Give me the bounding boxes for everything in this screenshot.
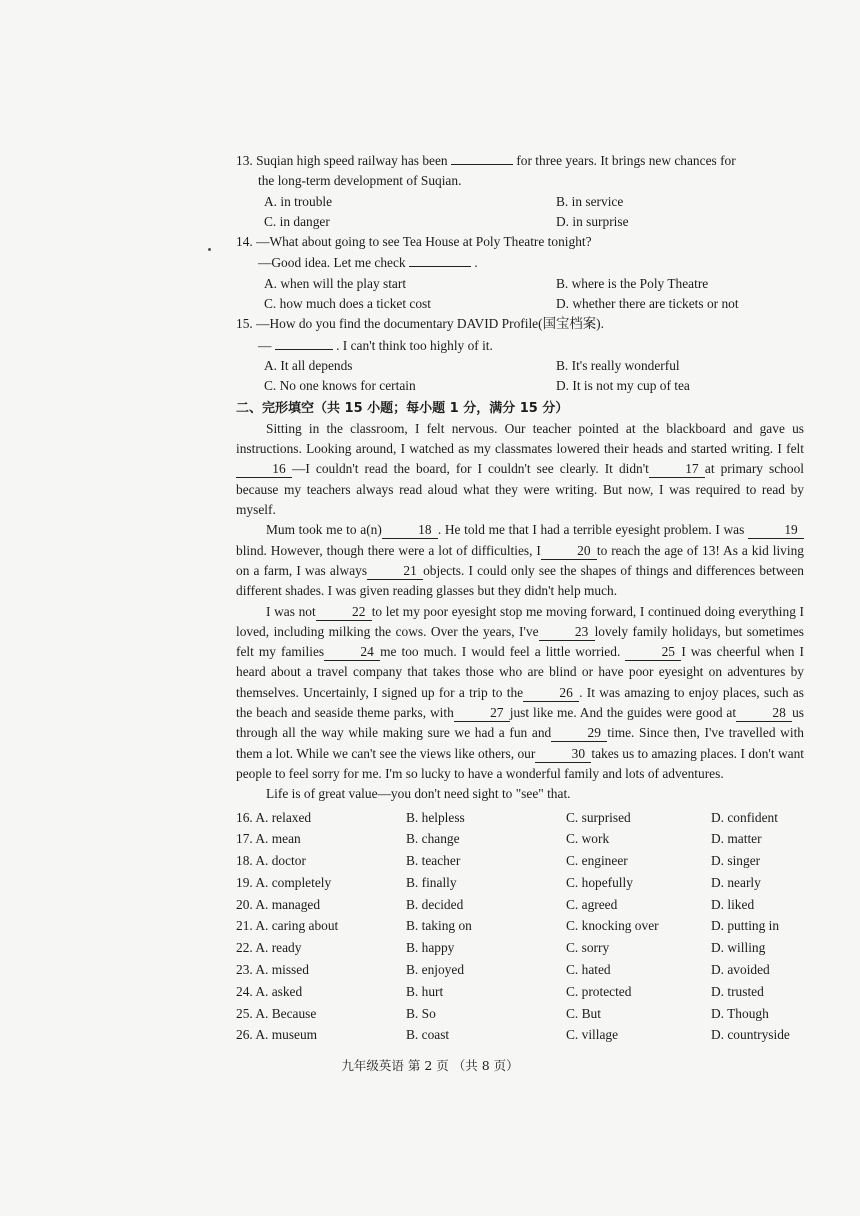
- option-b: B. It's really wonderful: [556, 357, 680, 373]
- question-14-text-a: —Good idea. Let me check: [258, 255, 406, 271]
- passage-text: to let my poor eyesight stop me moving forward, I continued doing everything I loved, including milking the cows. Over the years, I've: [236, 603, 805, 639]
- option-d: D. whether there are tickets or not: [556, 296, 739, 312]
- question-15-text-b: . I can't think too highly of it.: [336, 337, 493, 353]
- choice-19-a: 19. A. completely: [236, 874, 332, 890]
- passage-text: us through all the way while making sure we had a fun and: [236, 705, 804, 741]
- page-content: [236, 150, 804, 1046]
- blank-30: 30: [535, 746, 591, 763]
- choice-25-c: C. But: [566, 1005, 601, 1021]
- question-15-text-a: —: [258, 337, 272, 353]
- question-14-continuation: [258, 252, 804, 273]
- passage-text: —I couldn't read the board, for I couldn't see clearly. It didn't: [292, 461, 649, 477]
- passage-text: I was not: [266, 603, 316, 619]
- choice-16-d: D. confident: [711, 809, 778, 825]
- choice-17-b: B. change: [406, 831, 460, 847]
- cloze-choices: [236, 807, 804, 1047]
- question-14-text-b: .: [474, 255, 478, 271]
- choice-23-b: B. enjoyed: [406, 962, 465, 978]
- choice-22-b: B. happy: [406, 940, 455, 956]
- question-13-text-a: 13. Suqian high speed railway has been: [236, 153, 448, 168]
- choice-23-a: 23. A. missed: [236, 962, 309, 978]
- choice-20-d: D. liked: [711, 896, 755, 912]
- question-15-options: [236, 356, 804, 397]
- choice-19-c: C. hopefully: [566, 874, 633, 890]
- passage-text: at primary school because my teachers always read aloud what they were writing. But now, I was required to read by myself.: [236, 461, 804, 518]
- passage-paragraph-3: [236, 602, 804, 785]
- choice-20-a: 20. A. managed: [236, 896, 321, 912]
- choice-23-c: C. hated: [566, 962, 611, 978]
- option-b: B. where is the Poly Theatre: [556, 275, 709, 291]
- option-d: D. in surprise: [556, 213, 629, 229]
- blank-20: 20: [541, 543, 597, 560]
- question-13-options: [236, 192, 804, 233]
- blank-21: 21: [367, 563, 423, 580]
- passage-text: lovely family holidays, but sometimes felt my families: [236, 623, 804, 660]
- question-15-blank: [275, 335, 333, 350]
- blank-18: 18: [382, 522, 438, 539]
- blank-17: 17: [649, 461, 705, 478]
- blank-24: 24: [324, 644, 380, 661]
- blank-23: 23: [539, 624, 595, 641]
- question-13-blank: [451, 150, 513, 165]
- choice-22-c: C. sorry: [566, 940, 610, 956]
- choice-25-d: D. Though: [711, 1005, 769, 1021]
- choice-18-d: D. singer: [711, 853, 761, 869]
- blank-27: 27: [454, 705, 510, 722]
- section-title: 二、完形填空（共 15 小题；每小题 1 分，满分 15 分）: [236, 400, 569, 416]
- passage-text: blind. However, though there were a lot of difficulties, I: [236, 542, 541, 558]
- choice-26-d: D. countryside: [711, 1027, 790, 1043]
- option-d: D. It is not my cup of tea: [556, 378, 690, 394]
- passage-text: Mum took me to a(n): [266, 522, 382, 538]
- choice-19-b: B. finally: [406, 874, 457, 890]
- option-c: C. No one knows for certain: [264, 378, 416, 394]
- choice-18-a: 18. A. doctor: [236, 853, 306, 869]
- choice-25-a: 25. A. Because: [236, 1005, 317, 1021]
- choice-24-d: D. trusted: [711, 983, 764, 999]
- choice-24-c: C. protected: [566, 983, 632, 999]
- option-a: A. in trouble: [264, 193, 333, 209]
- choice-24-a: 24. A. asked: [236, 983, 303, 999]
- blank-22: 22: [316, 604, 372, 621]
- choice-21-a: 21. A. caring about: [236, 918, 339, 934]
- choice-18-b: B. teacher: [406, 853, 461, 869]
- choice-20-b: B. decided: [406, 896, 464, 912]
- choice-26-c: C. village: [566, 1027, 619, 1043]
- passage-text: time. Since then, I've travelled with them a lot. While we can't see the views like others, our: [236, 725, 804, 761]
- choice-16-b: B. helpless: [406, 809, 465, 825]
- question-14-options: [236, 274, 804, 315]
- choice-23-d: D. avoided: [711, 962, 770, 978]
- page-footer: 九年级英语 第 2 页 （共 8 页）: [341, 1058, 519, 1073]
- choice-17-c: C. work: [566, 831, 610, 847]
- passage-paragraph-4: Life is of great value—you don't need sight to "see" that.: [266, 786, 571, 802]
- blank-19: 19: [748, 522, 804, 539]
- blank-25: 25: [625, 644, 681, 661]
- passage-text: me too much. I would feel a little worried.: [380, 644, 626, 660]
- passage-text: Sitting in the classroom, I felt nervous. Our teacher pointed at the blackboard and gave us instructions. Looking around, I watched as my classmates lowered their heads and started writing. I felt: [236, 420, 804, 457]
- choice-24-b: B. hurt: [406, 983, 444, 999]
- choice-26-a: 26. A. museum: [236, 1027, 318, 1043]
- choice-16-c: C. surprised: [566, 809, 631, 825]
- option-c: C. how much does a ticket cost: [264, 296, 431, 312]
- blank-16: 16: [236, 461, 292, 478]
- passage-text: objects. I could only see the shapes of things and differences between different shades. I was given reading glasses but they didn't help much.: [236, 562, 805, 599]
- question-14-stem: 14. —What about going to see Tea House at Poly Theatre tonight?: [236, 234, 592, 250]
- choice-26-b: B. coast: [406, 1027, 450, 1043]
- stray-dot: [208, 248, 211, 251]
- question-15-continuation: [258, 335, 804, 356]
- question-13-text-b: for three years. It brings new chances for: [516, 153, 736, 168]
- passage-paragraph-2: [236, 520, 804, 601]
- option-c: C. in danger: [264, 213, 330, 229]
- passage-paragraph-1: [236, 419, 804, 520]
- question-15-stem: 15. —How do you find the documentary DAVID Profile(国宝档案).: [236, 316, 604, 332]
- choice-17-d: D. matter: [711, 831, 762, 847]
- passage-text: I was cheerful when I heard about a travel company that takes those who are blind or have poor eyesight on adventures by themselves. Uncertainly, I signed up for a trip to the: [236, 644, 804, 700]
- blank-28: 28: [736, 705, 792, 722]
- choice-21-c: C. knocking over: [566, 918, 659, 934]
- option-b: B. in service: [556, 193, 624, 209]
- choice-22-d: D. willing: [711, 940, 766, 956]
- passage-text: . It was amazing to enjoy places, such as the beach and seaside theme parks, with: [236, 684, 804, 721]
- choice-20-c: C. agreed: [566, 896, 618, 912]
- passage-text: takes us to amazing places. I don't want people to feel sorry for me. I'm so lucky to have a wonderful family and lots of adventures.: [236, 745, 804, 781]
- choice-19-d: D. nearly: [711, 874, 761, 890]
- choice-22-a: 22. A. ready: [236, 940, 302, 956]
- passage-text: just like me. And the guides were good at: [509, 705, 737, 721]
- choice-21-d: D. putting in: [711, 918, 780, 934]
- question-14-blank: [409, 252, 471, 267]
- blank-26: 26: [523, 685, 579, 702]
- choice-25-b: B. So: [406, 1005, 436, 1021]
- blank-29: 29: [551, 725, 607, 742]
- option-a: A. It all depends: [264, 357, 353, 373]
- question-13-stem: [236, 150, 804, 171]
- option-a: A. when will the play start: [264, 275, 407, 291]
- question-13-continuation: the long-term development of Suqian.: [258, 173, 462, 189]
- choice-16-a: 16. A. relaxed: [236, 809, 312, 825]
- passage-text: to reach the age of 13! As a kid living on a farm, I was always: [236, 542, 804, 578]
- choice-21-b: B. taking on: [406, 918, 472, 934]
- passage-text: . He told me that I had a terrible eyesight problem. I was: [437, 522, 749, 538]
- choice-18-c: C. engineer: [566, 853, 628, 869]
- choice-17-a: 17. A. mean: [236, 831, 301, 847]
